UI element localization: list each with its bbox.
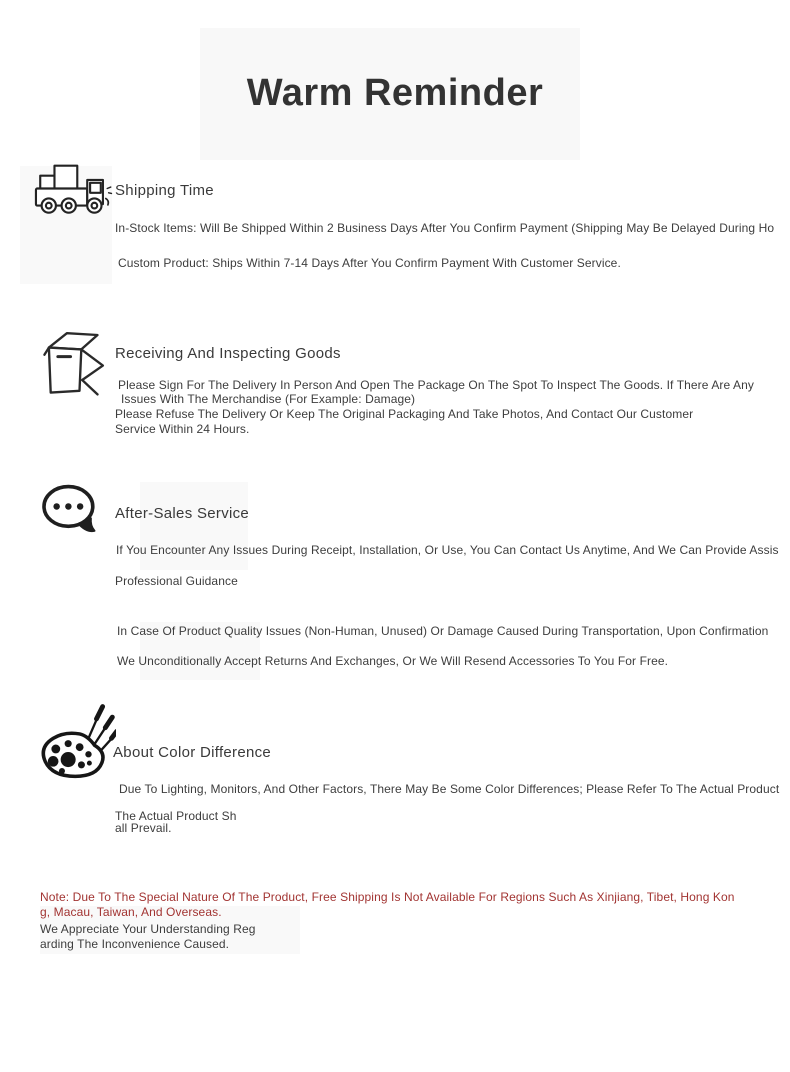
receiving-goods-line: Please Sign For The Delivery In Person And Open The Package On The Spot To Inspect The Goods. If There Are Any [118, 378, 755, 392]
palette-icon [38, 703, 116, 779]
receiving-goods-line: Issues With The Merchandise (For Example: Damage) [121, 392, 416, 406]
color-difference-line: Due To Lighting, Monitors, And Other Factors, There May Be Some Color Differences; Please Refer To The Actual Product [119, 782, 780, 796]
shipping-time-line: Custom Product: Ships Within 7-14 Days After You Confirm Payment With Customer Service. [118, 256, 621, 270]
after-sales-line: Professional Guidance [115, 574, 238, 588]
note-line-red: Note: Due To The Special Nature Of The Product, Free Shipping Is Not Available For Regions Such As Xinjiang, Tibet, Hong Kon [40, 890, 735, 904]
note-line-red: g, Macau, Taiwan, And Overseas. [40, 905, 222, 919]
section-title-shipping-time: Shipping Time [115, 182, 214, 199]
color-difference-line: all Prevail. [115, 821, 172, 835]
page-title: Warm Reminder [246, 72, 544, 114]
receiving-goods-line: Please Refuse The Delivery Or Keep The Original Packaging And Take Photos, And Contact Our Customer [115, 407, 694, 421]
after-sales-line: We Unconditionally Accept Returns And Exchanges, Or We Will Resend Accessories To You For Free. [117, 654, 669, 668]
receiving-goods-line: Service Within 24 Hours. [115, 422, 250, 436]
after-sales-line: In Case Of Product Quality Issues (Non-Human, Unused) Or Damage Caused During Transportation, Upon Confirmation [117, 624, 769, 638]
package-box-icon [38, 326, 112, 398]
chat-bubble-icon [40, 483, 104, 539]
color-difference-line: The Actual Product Sh [115, 809, 237, 823]
section-title-color-difference: About Color Difference [113, 744, 272, 761]
shipping-time-line: In-Stock Items: Will Be Shipped Within 2 Business Days After You Confirm Payment (Shipping May Be Delayed During Ho [115, 221, 775, 235]
after-sales-line: If You Encounter Any Issues During Receipt, Installation, Or Use, You Can Contact Us Anytime, And We Can Provide Assis [116, 543, 779, 557]
truck-icon [33, 160, 113, 217]
note-line-dark: arding The Inconvenience Caused. [40, 937, 230, 951]
section-title-after-sales: After-Sales Service [115, 505, 250, 522]
section-title-receiving-goods: Receiving And Inspecting Goods [115, 345, 341, 362]
note-line-dark: We Appreciate Your Understanding Reg [40, 922, 256, 936]
